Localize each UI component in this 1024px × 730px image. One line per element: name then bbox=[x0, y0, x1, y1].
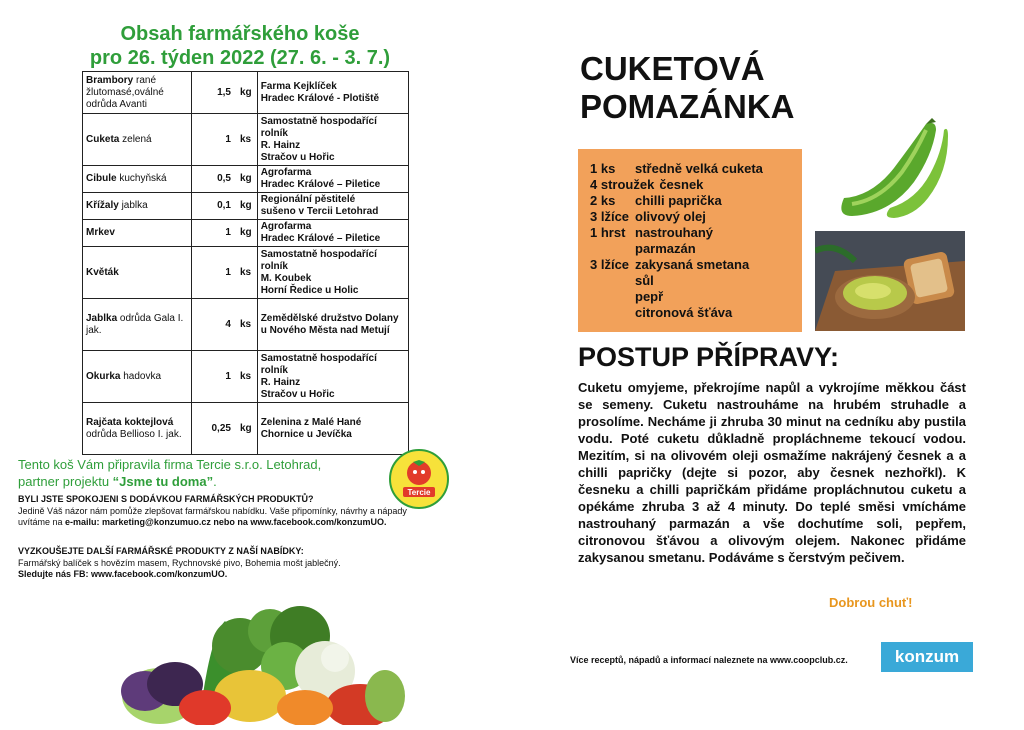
farm-line: M. Koubek bbox=[260, 272, 312, 284]
ingredient-quantity: 2 ks bbox=[590, 193, 616, 208]
basket-row bbox=[83, 166, 409, 193]
farm-line: Zemědělské družstvo Dolany bbox=[260, 312, 399, 324]
item-name: Květák bbox=[86, 266, 119, 278]
ingredient-row bbox=[590, 193, 802, 209]
farm-line: sušeno v Tercii Letohrad bbox=[260, 206, 379, 217]
item-quantity: 1 bbox=[192, 351, 237, 403]
item-farm bbox=[257, 166, 408, 193]
ingredient-name: středně velká cuketa bbox=[635, 161, 763, 176]
steps-text: Cuketu omyjeme, překrojíme napůl a vykrojíme měkkou část se semeny. Cuketu nastrouháme na hrubém struhadle a prosolíme. Necháme ji zhruba 30 minut na cedníku aby pustila vodu. Poté cuketu důkladně propláchneme tekoucí vodou. Mezitím, si na olivovém oleji osmažíme nakrájený česnek a a chilli papričky (dejte si pozor, aby česnek nezhořkl). K česneku a chilli papričkám přidáme propláchnutou cuketu a opékáme zhruba 3 až 4 minuty. Do teplé směsi vmícháme nastrouhaný parmazán a vše dochutíme soli, pepřem, citronovou šťávou a olivovým olejem. Nakonec přidáme zakysanou smetanu. Podáváme s čerstvým pečivem. bbox=[578, 380, 966, 565]
more-info-text: Více receptů, nápadů a informací naleznete na www.coopclub.cz. bbox=[570, 655, 848, 665]
farm-line: Farma Kejklíček bbox=[260, 80, 337, 92]
basket-row bbox=[83, 351, 409, 403]
item-quantity: 0,1 bbox=[192, 193, 237, 220]
basket-row bbox=[83, 299, 409, 351]
item-quantity: 0,5 bbox=[192, 166, 237, 193]
farm-line: R. Hainz bbox=[260, 376, 301, 388]
item-quantity: 0,25 bbox=[192, 403, 237, 455]
item-quantity: 1 bbox=[192, 247, 237, 299]
basket-row bbox=[83, 193, 409, 220]
item-name-cell bbox=[83, 72, 192, 114]
ingredient-name: parmazán bbox=[635, 241, 696, 256]
ingredient-quantity bbox=[590, 289, 635, 305]
item-name: Křížaly bbox=[86, 200, 119, 211]
ingredient-quantity: 1 ks bbox=[590, 161, 616, 176]
item-desc: odrůda Gala I. jak. bbox=[86, 312, 184, 336]
farm-line: u Nového Města nad Metují bbox=[260, 324, 390, 336]
basket-title-line2: pro 26. týden 2022 (27. 6. - 3. 7.) bbox=[89, 47, 391, 69]
item-unit: ks bbox=[237, 299, 257, 351]
item-unit: ks bbox=[237, 351, 257, 403]
spread-photo bbox=[815, 231, 965, 331]
item-name: Mrkev bbox=[86, 227, 115, 238]
feedback-line1: Jedině Váš názor nám pomůže zlepšovat farmářskou nabídku. Vaše připomínky, návrhy a nápady bbox=[18, 505, 407, 516]
item-name: Cuketa bbox=[86, 133, 120, 145]
prepared-line2: partner projektu “Jsme tu doma”. bbox=[18, 474, 217, 489]
farm-line: Agrofarma bbox=[260, 221, 312, 232]
item-desc: hadovka bbox=[123, 370, 162, 382]
ingredient-quantity: 3 lžíce bbox=[590, 209, 630, 224]
item-unit: ks bbox=[237, 114, 257, 166]
item-unit: ks bbox=[237, 247, 257, 299]
item-quantity: 1 bbox=[192, 220, 237, 247]
ingredient-name: citronová šťáva bbox=[635, 305, 733, 320]
basket-table bbox=[82, 71, 409, 455]
item-name: Cibule bbox=[86, 173, 117, 184]
basket-row bbox=[83, 72, 409, 114]
more-products-section bbox=[18, 546, 438, 581]
item-name: Brambory bbox=[86, 74, 134, 86]
basket-row bbox=[83, 220, 409, 247]
item-name-cell bbox=[83, 166, 192, 193]
item-farm bbox=[257, 403, 408, 455]
farm-line: Hradec Králové – Piletice bbox=[260, 179, 381, 190]
item-unit: kg bbox=[237, 166, 257, 193]
item-farm bbox=[257, 299, 408, 351]
item-unit: kg bbox=[237, 403, 257, 455]
ingredient-name: chilli paprička bbox=[635, 193, 722, 208]
ingredient-quantity: 4 stroužek bbox=[590, 177, 655, 192]
farm-line: Stračov u Hořic bbox=[260, 151, 335, 163]
farm-line: Regionální pěstitelé bbox=[260, 194, 356, 205]
item-unit: kg bbox=[237, 220, 257, 247]
farm-line: Samostatně hospodařící rolník bbox=[260, 352, 377, 376]
item-quantity: 4 bbox=[192, 299, 237, 351]
ingredients-list bbox=[578, 149, 802, 321]
farm-line: Stračov u Hořic bbox=[260, 388, 335, 400]
ingredient-row bbox=[590, 177, 802, 193]
steps-heading: POSTUP PŘÍPRAVY: bbox=[578, 342, 840, 372]
feedback-section bbox=[18, 494, 438, 529]
item-name: Jablka bbox=[86, 312, 118, 324]
ingredient-name: česnek bbox=[659, 177, 704, 192]
basket-row bbox=[83, 114, 409, 166]
zucchini-image bbox=[832, 116, 950, 224]
item-name-cell bbox=[83, 351, 192, 403]
ingredient-quantity: 1 hrst bbox=[590, 225, 626, 240]
ingredient-row bbox=[590, 289, 802, 305]
farm-line: Samostatně hospodařící rolník bbox=[260, 248, 377, 272]
facebook-line: Sledujte nás FB: www.facebook.com/konzumUO. bbox=[18, 569, 228, 579]
feedback-line2: uvítáme na e-mailu: marketing@konzumuo.cz nebo na www.facebook.com/konzumUO. bbox=[18, 517, 387, 527]
ingredient-name: pepř bbox=[635, 289, 664, 304]
enjoy-text: Dobrou chuť! bbox=[829, 595, 913, 610]
item-desc: jablka bbox=[121, 200, 148, 211]
item-desc: odrůda Bellioso I. jak. bbox=[86, 428, 182, 440]
ingredient-row bbox=[590, 273, 802, 289]
prepared-line1: Tento koš Vám připravila firma Tercie s.r.o. Letohrad, bbox=[18, 457, 322, 472]
item-unit: kg bbox=[237, 193, 257, 220]
item-desc: rané žlutomasé,oválné odrůda Avanti bbox=[86, 74, 164, 110]
item-name-cell bbox=[83, 247, 192, 299]
ingredient-row bbox=[590, 225, 802, 241]
farm-line: R. Hainz bbox=[260, 139, 301, 151]
ingredient-quantity: 3 lžíce bbox=[590, 257, 630, 272]
item-unit: kg bbox=[237, 72, 257, 114]
basket-row bbox=[83, 403, 409, 455]
ingredient-name: nastrouhaný bbox=[635, 225, 714, 240]
farm-line: Chornice u Jevíčka bbox=[260, 428, 352, 440]
recipe-title-line2: POMAZÁNKA bbox=[580, 88, 795, 125]
ingredient-name: sůl bbox=[635, 273, 654, 288]
item-name-cell bbox=[83, 220, 192, 247]
farm-line: Agrofarma bbox=[260, 167, 312, 178]
farm-line: Horní Ředice u Holic bbox=[260, 284, 359, 296]
item-name: Rajčata koktejlová bbox=[86, 416, 174, 428]
svg-text:Tercie: Tercie bbox=[407, 488, 431, 497]
ingredient-row bbox=[590, 241, 802, 257]
ingredient-quantity bbox=[590, 305, 635, 321]
farm-line: Zelenina z Malé Hané bbox=[260, 416, 362, 428]
more-products-line1: Farmářský balíček s hovězím masem, Rychnovské pivo, Bohemia mošt jablečný. bbox=[18, 557, 341, 568]
ingredient-quantity bbox=[590, 241, 635, 257]
item-farm bbox=[257, 351, 408, 403]
ingredient-name: olivový olej bbox=[635, 209, 706, 224]
prepared-by-text bbox=[18, 456, 378, 490]
basket-title-line1: Obsah farmářského koše bbox=[120, 23, 360, 45]
item-desc: kuchyňská bbox=[119, 173, 167, 184]
ingredient-row bbox=[590, 257, 802, 273]
ingredient-row bbox=[590, 305, 802, 321]
farm-line: Hradec Králové – Piletice bbox=[260, 233, 381, 244]
item-farm bbox=[257, 114, 408, 166]
recipe-title bbox=[580, 50, 794, 126]
ingredient-quantity bbox=[590, 273, 635, 289]
ingredients-box bbox=[578, 149, 802, 332]
item-farm bbox=[257, 193, 408, 220]
ingredient-row bbox=[590, 209, 802, 225]
basket-row bbox=[83, 247, 409, 299]
farm-line: Samostatně hospodařící rolník bbox=[260, 115, 377, 139]
item-name-cell bbox=[83, 403, 192, 455]
more-products-heading: VYZKOUŠEJTE DALŠÍ FARMÁŘSKÉ PRODUKTY Z NAŠÍ NABÍDKY: bbox=[18, 546, 304, 556]
vegetables-image bbox=[100, 596, 410, 725]
item-farm bbox=[257, 220, 408, 247]
item-name-cell bbox=[83, 114, 192, 166]
item-farm bbox=[257, 247, 408, 299]
feedback-heading: BYLI JSTE SPOKOJENI S DODÁVKOU FARMÁŘSKÝCH PRODUKTŮ? bbox=[18, 494, 314, 504]
recipe-title-line1: CUKETOVÁ bbox=[580, 50, 765, 87]
item-farm bbox=[257, 72, 408, 114]
ingredient-name: zakysaná smetana bbox=[635, 257, 750, 272]
konzum-logo: konzum bbox=[881, 642, 973, 672]
item-name: Okurka bbox=[86, 370, 121, 382]
farm-line: Hradec Králové - Plotiště bbox=[260, 92, 380, 104]
item-name-cell bbox=[83, 299, 192, 351]
ingredient-row bbox=[590, 161, 802, 177]
item-quantity: 1 bbox=[192, 114, 237, 166]
item-desc: zelená bbox=[122, 133, 152, 145]
item-quantity: 1,5 bbox=[192, 72, 237, 114]
item-name-cell bbox=[83, 193, 192, 220]
